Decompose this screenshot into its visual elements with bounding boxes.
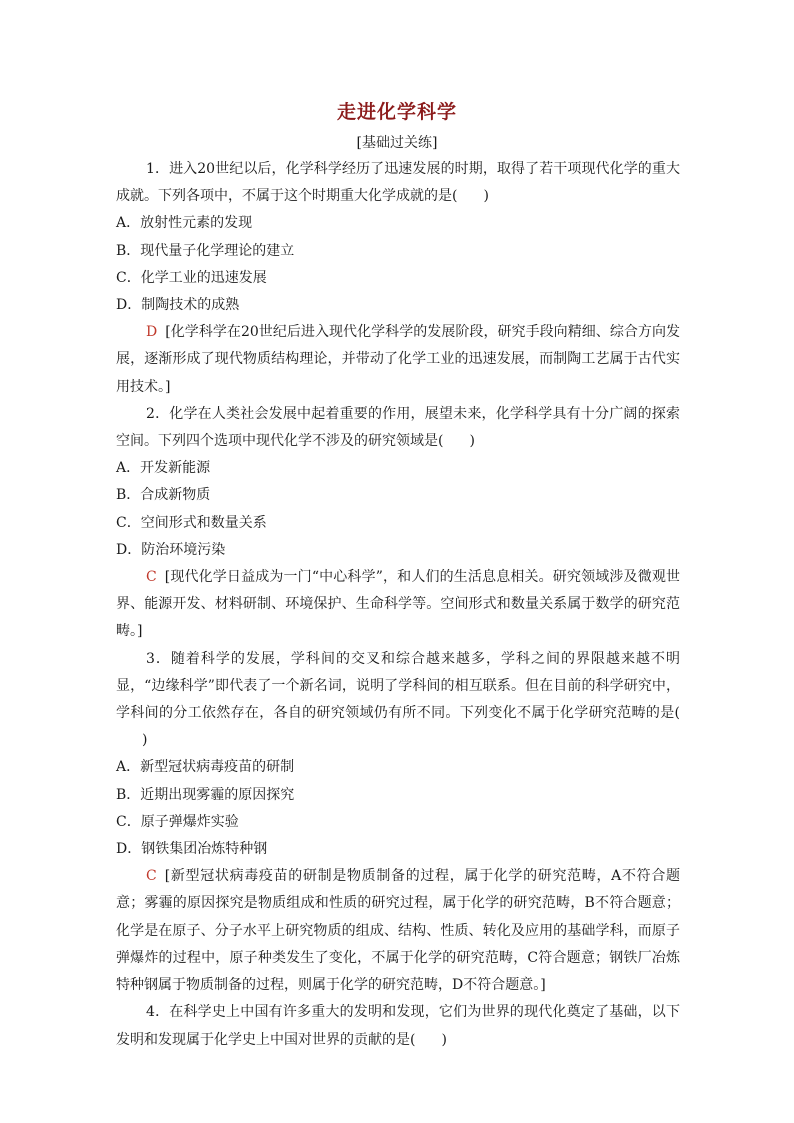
option-c: C．化学工业的迅速发展	[116, 269, 267, 286]
option-b: B．现代量子化学理论的建立	[116, 242, 295, 259]
section-heading: [基础过关练]	[356, 135, 438, 151]
question-4	[116, 999, 680, 1053]
option-d: D．防治环境污染	[116, 541, 226, 558]
question-stem: 1．进入20世纪以后，化学科学经历了迅速发展的时期，取得了若干项现代化学的重大成就。下列各项中，不属于这个时期重大化学成就的是( )	[116, 161, 680, 205]
option-c: C．空间形式和数量关系	[116, 514, 267, 531]
option-a: A．新型冠状病毒疫苗的研制	[116, 759, 295, 776]
answer-letter: C	[146, 868, 157, 885]
answer-explanation: C [现代化学日益成为一门“中心科学”，和人们的生活息息相关。研究领域涉及微观世界、能源开发、材料研制、环境保护、生命科学等。空间形式和数量关系属于数学的研究范畴。]	[116, 569, 680, 640]
document-body	[116, 156, 680, 1054]
page-title: 走进化学科学	[336, 101, 457, 123]
option-d: D．钢铁集团冶炼特种钢	[116, 841, 268, 858]
answer-letter: D	[146, 324, 158, 341]
option-a: A．开发新能源	[116, 460, 211, 477]
answer-explanation: C [新型冠状病毒疫苗的研制是物质制备的过程，属于化学的研究范畴，A不符合题意；雾霾的原因探究是物质组成和性质的研究过程，属于化学的研究范畴，B不符合题意；化学是在原子、分子水平上研究物质的组成、结构、性质、转化及应用的基础学科，而原子弹爆炸的过程中，原子种类发生了变化，不属于化学的研究范畴，C符合题意；钢铁厂冶炼特种钢属于物质制备的过程，则属于化学的研究范畴，D不符合题意。]	[116, 868, 680, 994]
answer-explanation: D [化学科学在20世纪后进入现代化学科学的发展阶段，研究手段向精细、综合方向发展，逐渐形成了现代物质结构理论，并带动了化学工业的迅速发展，而制陶工艺属于古代实用技术。]	[116, 324, 680, 395]
option-b: B．近期出现雾霾的原因探究	[116, 786, 295, 803]
question-stem: 4．在科学史上中国有许多重大的发明和发现，它们为世界的现代化奠定了基础，以下发明和发现属于化学史上中国对世界的贡献的是( )	[116, 1004, 680, 1048]
option-a: A．放射性元素的发现	[116, 215, 253, 232]
question-stem: 3．随着科学的发展，学科间的交叉和综合越来越多，学科之间的界限越来越不明显，“边缘科学”即代表了一个新名词，说明了学科间的相互联系。但在目前的科学研究中，学科间的分工依然存在，各自的研究领域仍有所不同。下列变化不属于化学研究范畴的是()	[116, 650, 680, 749]
answer-letter: C	[146, 569, 157, 586]
question-2	[116, 401, 680, 646]
question-stem: 2．化学在人类社会发展中起着重要的作用，展望未来，化学科学具有十分广阔的探索空间。下列四个选项中现代化学不涉及的研究领域是( )	[116, 405, 680, 450]
option-d: D．制陶技术的成熟	[116, 297, 240, 314]
question-1	[116, 156, 680, 401]
option-c: C．原子弹爆炸实验	[116, 813, 239, 830]
option-b: B．合成新物质	[116, 487, 211, 504]
question-3	[116, 646, 680, 1000]
